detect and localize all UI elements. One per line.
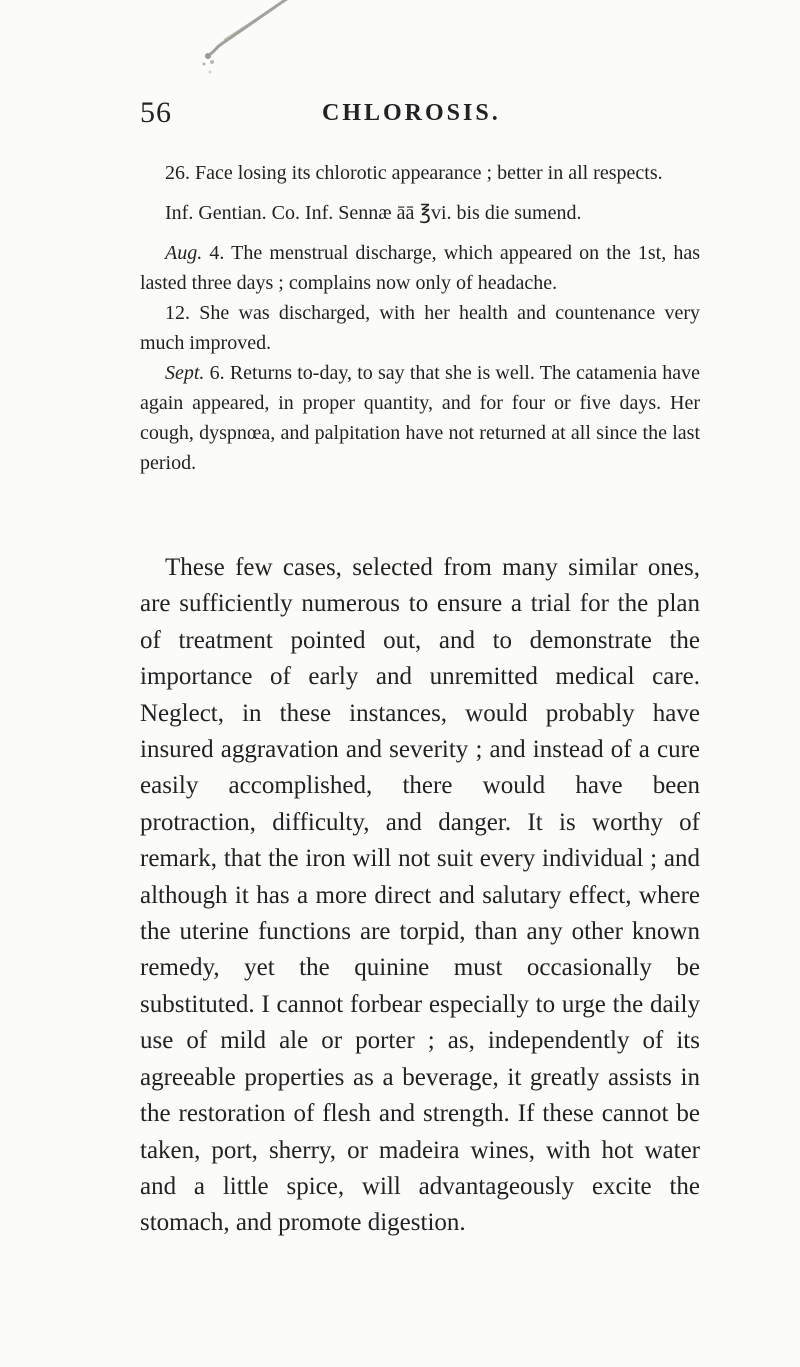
case-note xyxy=(140,358,700,478)
case-note-date: Aug. xyxy=(165,242,203,264)
main-paragraph: These few cases, selected from many similar ones, are sufficiently numerous to ensure a trial for the plan of treatment pointed out, and to demonstrate the importance of early and unremitted medical care. Neglect, in these instances, would probably have insured aggravation and severity ; and instead of a cure easily accomplished, there would have been protraction, difficulty, and danger. It is worthy of remark, that the iron will not suit every individual ; and although it has a more direct and salutary effect, where the uterine functions are torpid, than any other known remedy, yet the quinine must occasionally be substituted. I cannot forbear especially to urge the daily use of mild ale or porter ; as, independently of its agreeable properties as a beverage, it greatly assists in the restoration of flesh and strength. If these cannot be taken, port, sherry, or madeira wines, with hot water and a little spice, will advantageously excite the stomach, and promote digestion. xyxy=(140,554,700,1237)
case-note-text: 26. Face losing its chlorotic appearance ; better in all respects. xyxy=(165,162,663,184)
case-note-text: Inf. Gentian. Co. Inf. Sennæ āā ℥vi. bis die sumend. xyxy=(165,202,582,224)
page-number: 56 xyxy=(140,96,172,129)
case-notes xyxy=(140,158,700,478)
case-note xyxy=(140,158,700,188)
running-head: CHLOROSIS. xyxy=(322,100,501,126)
page-header xyxy=(140,96,700,136)
case-note xyxy=(140,198,700,228)
case-note-text: 4. The menstrual discharge, which appeared on the 1st, has lasted three days ; complains now only of headache. xyxy=(140,242,701,294)
ink-stain-mark xyxy=(150,0,320,90)
case-note-text: 6. Returns to-day, to say that she is well. The catamenia have again appeared, in proper quantity, and for four or five days. Her cough, dyspnœa, and palpitation have not returned at all since the last period. xyxy=(140,362,700,474)
main-text xyxy=(140,550,700,1242)
case-note xyxy=(140,298,700,358)
case-note-date: Sept. xyxy=(165,362,205,384)
case-note xyxy=(140,238,700,298)
case-note-text: 12. She was discharged, with her health and countenance very much improved. xyxy=(140,302,700,354)
